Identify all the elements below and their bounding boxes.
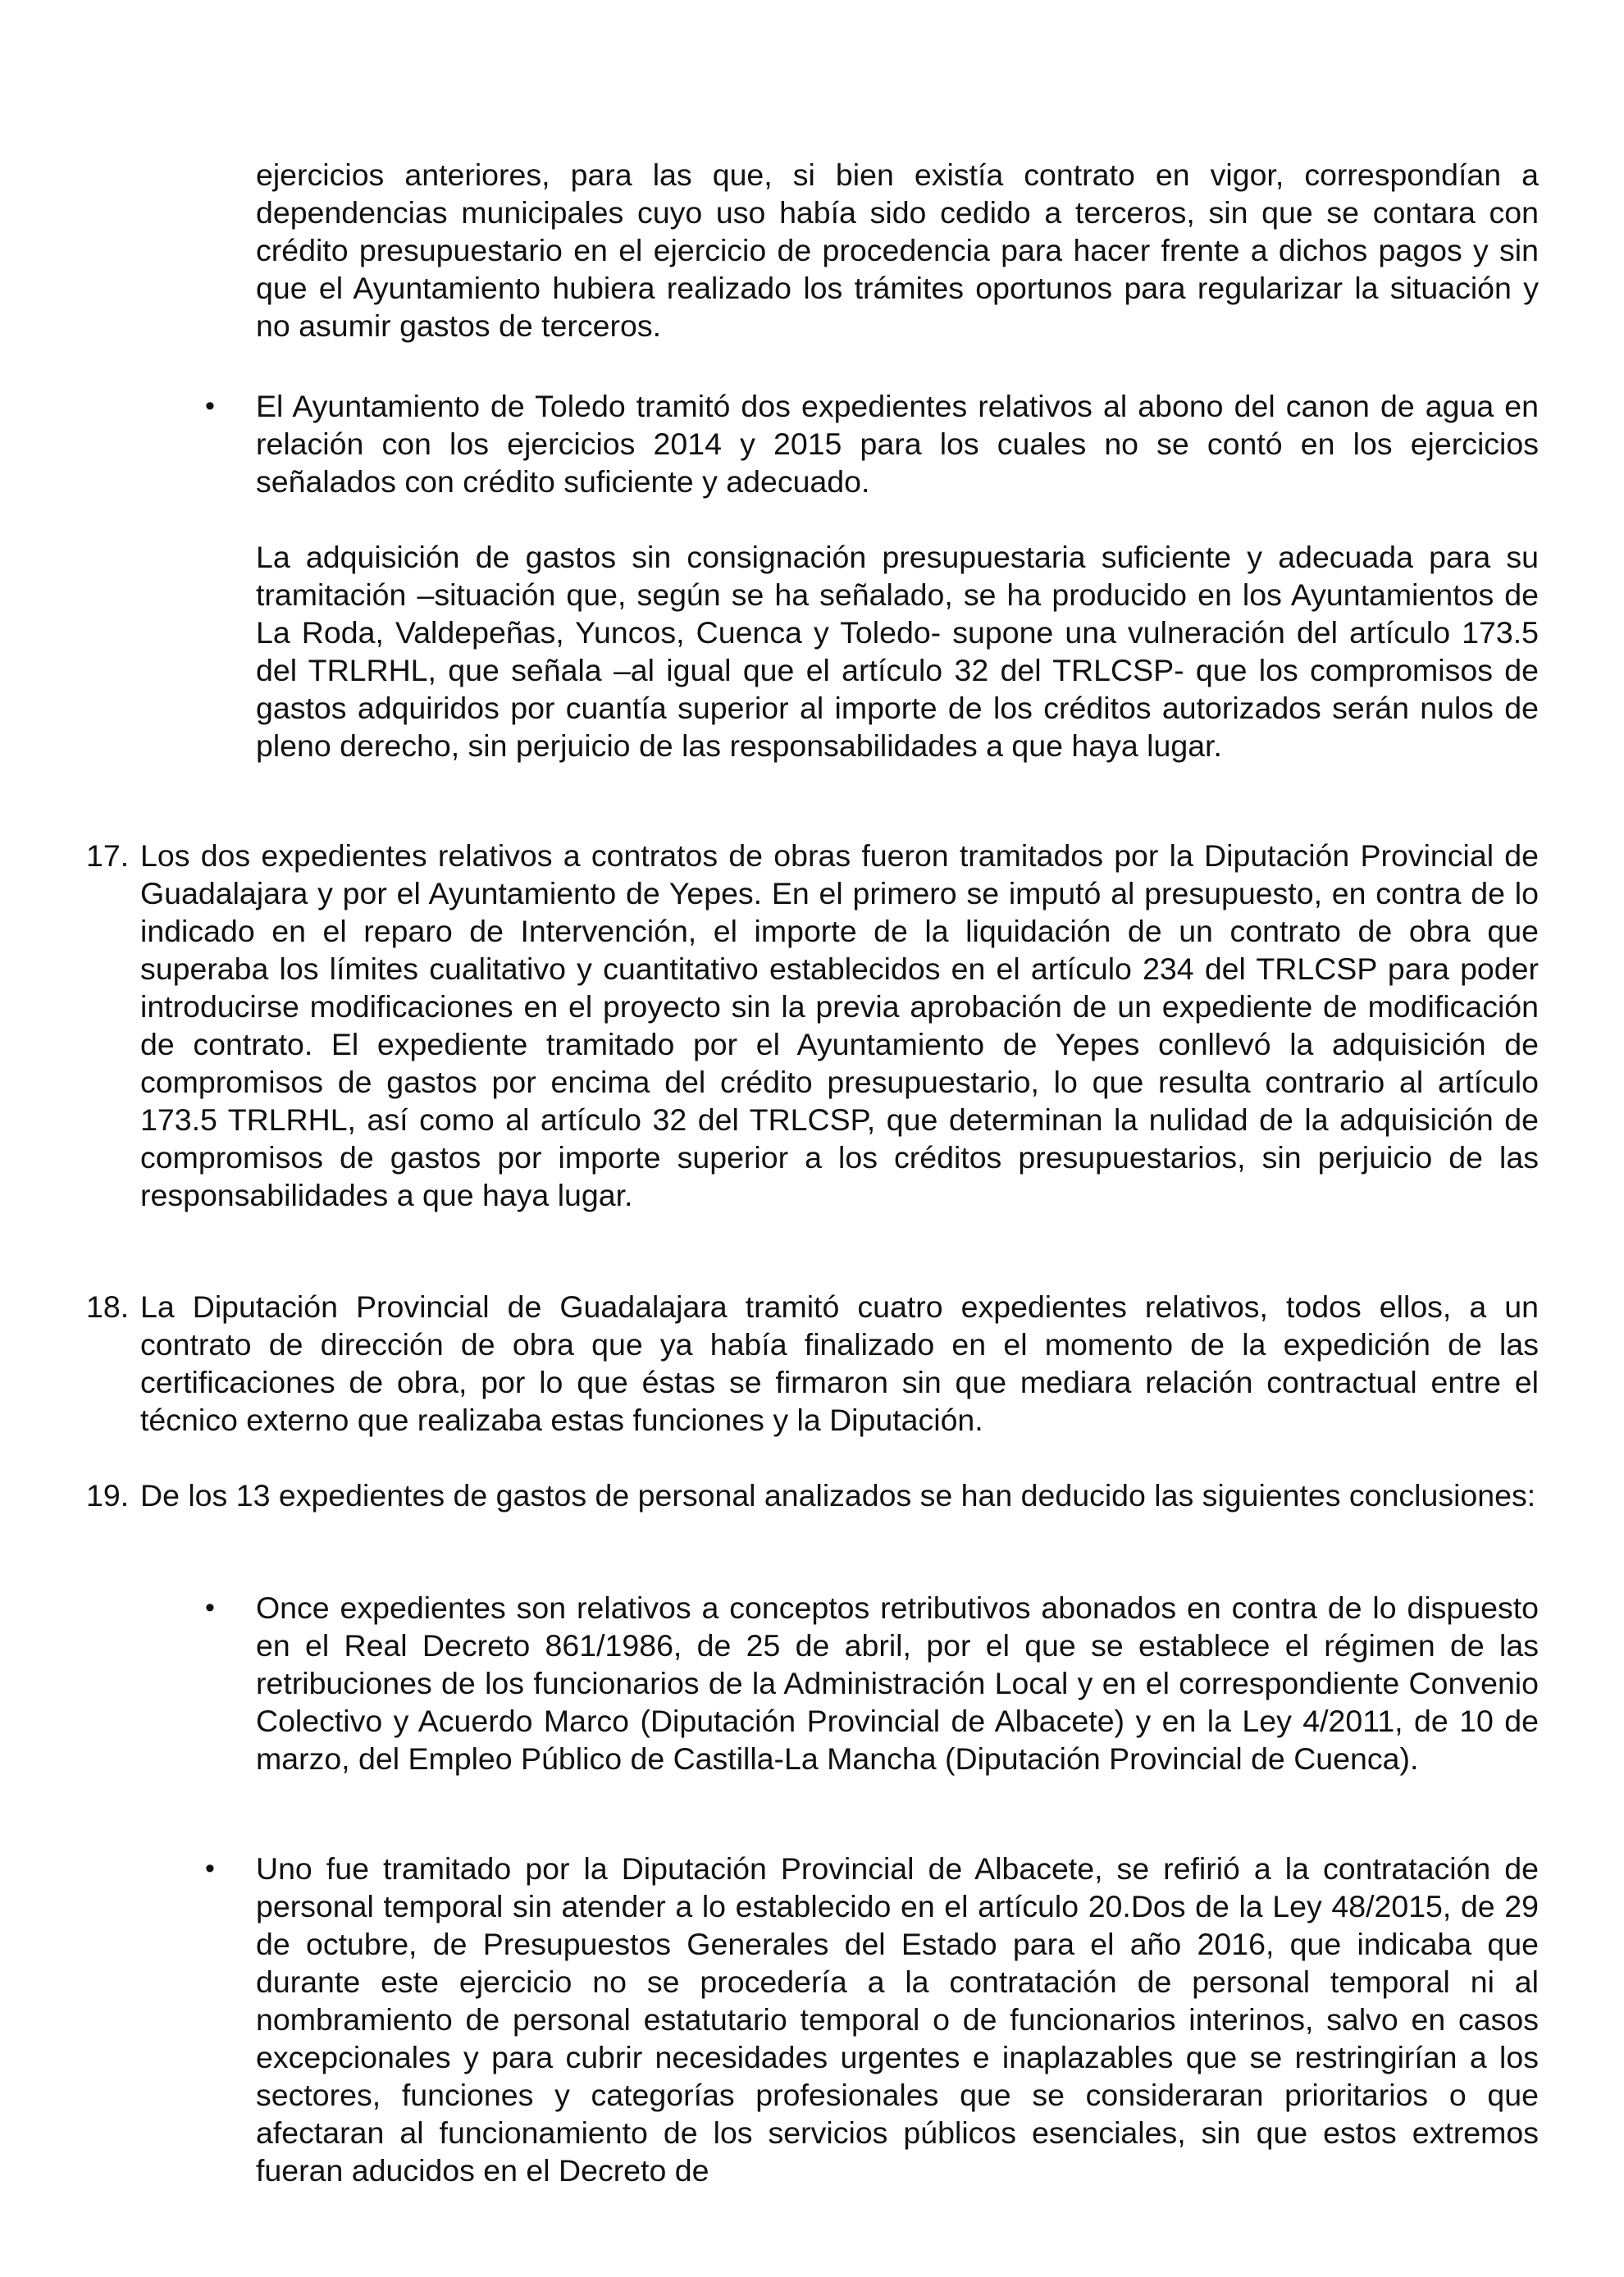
item-18-text: La Diputación Provincial de Guadalajara tramitó cuatro expedientes relativos, todos ellos, a un contrato de dirección de obra que ya había finalizado en el momento de la expedición de las certificaciones de obra, por lo que éstas se firmaron sin que mediara relación contractual entre el técnico externo que realizaba estas funciones y la Diputación. <box>140 1289 1539 1437</box>
continuation-paragraph: ejercicios anteriores, para las que, si bien existía contrato en vigor, correspondían a dependencias municipales cuyo uso había sido cedido a terceros, sin que se contara con crédito presupuestario en el ejercicio de procedencia para hacer frente a dichos pagos y sin que el Ayuntamiento hubiera realizado los trámites oportunos para regularizar la situación y no asumir gastos de terceros. <box>256 157 1539 343</box>
item-19-number: 19. <box>86 1478 130 1513</box>
bullet-toledo: El Ayuntamiento de Toledo tramitó dos expedientes relativos al abono del canon de agua en relación con los ejercicios 2014 y 2015 para los cuales no se contó en los ejercicios señalados con crédito suficiente y adecuado. <box>256 389 1539 499</box>
paragraph-adquisicion: La adquisición de gastos sin consignación presupuestaria suficiente y adecuada para su tramitación –situación que, según se ha señalado, se ha producido en los Ayuntamientos de La Roda, Valdepeñas, Yuncos, Cuenca y Toledo- supone una vulneración del artículo 173.5 del TRLRHL, que señala –al igual que el artículo 32 del TRLCSP- que los compromisos de gastos adquiridos por cuantía superior al importe de los créditos autorizados serán nulos de pleno derecho, sin perjuicio de las responsabilidades a que haya lugar. <box>256 540 1539 763</box>
item-17-number: 17. <box>86 838 130 873</box>
bullet-marker: • <box>205 390 215 422</box>
bullet-once-expedientes: Once expedientes son relativos a conceptos retributivos abonados en contra de lo dispuesto en el Real Decreto 861/1986, de 25 de abril, por el que se establece el régimen de las retribuciones de los funcionarios de la Administración Local y en el correspondiente Convenio Colectivo y Acuerdo Marco (Diputación Provincial de Albacete) y en la Ley 4/2011, de 10 de marzo, del Empleo Público de Castilla-La Mancha (Diputación Provincial de Cuenca). <box>256 1590 1539 1776</box>
item-18-number: 18. <box>86 1289 130 1324</box>
bullet-uno-tramitado: Uno fue tramitado por la Diputación Provincial de Albacete, se refirió a la contratación de personal temporal sin atender a lo establecido en el artículo 20.Dos de la Ley 48/2015, de 29 de octubre, de Presupuestos Generales del Estado para el año 2016, que indicaba que durante este ejercicio no se procedería a la contratación de personal temporal ni al nombramiento de personal estatutario temporal o de funcionarios interinos, salvo en casos excepcionales y para cubrir necesidades urgentes e inaplazables que se restringirían a los sectores, funciones y categorías profesionales que se consideraran prioritarios o que afectaran al funcionamiento de los servicios públicos esenciales, sin que estos extremos fueran aducidos en el Decreto de <box>256 1851 1539 2188</box>
item-17-text: Los dos expedientes relativos a contratos de obras fueron tramitados por la Diputación Provincial de Guadalajara y por el Ayuntamiento de Yepes. En el primero se imputó al presupuesto, en contra de lo indicado en el reparo de Intervención, el importe de la liquidación de un contrato de obra que superaba los límites cualitativo y cuantitativo establecidos en el artículo 234 del TRLCSP para poder introducirse modificaciones en el proyecto sin la previa aprobación de un expediente de modificación de contrato. El expediente tramitado por el Ayuntamiento de Yepes conllevó la adquisición de compromisos de gastos por encima del crédito presupuestario, lo que resulta contrario al artículo 173.5 TRLRHL, así como al artículo 32 del TRLCSP, que determinan la nulidad de la adquisición de compromisos de gastos por importe superior a los créditos presupuestarios, sin perjuicio de las responsabilidades a que haya lugar. <box>140 838 1539 1212</box>
bullet-marker: • <box>205 1592 215 1623</box>
bullet-marker: • <box>205 1853 215 1884</box>
item-19-text: De los 13 expedientes de gastos de personal analizados se han deducido las siguientes conclusiones: <box>140 1478 1536 1513</box>
